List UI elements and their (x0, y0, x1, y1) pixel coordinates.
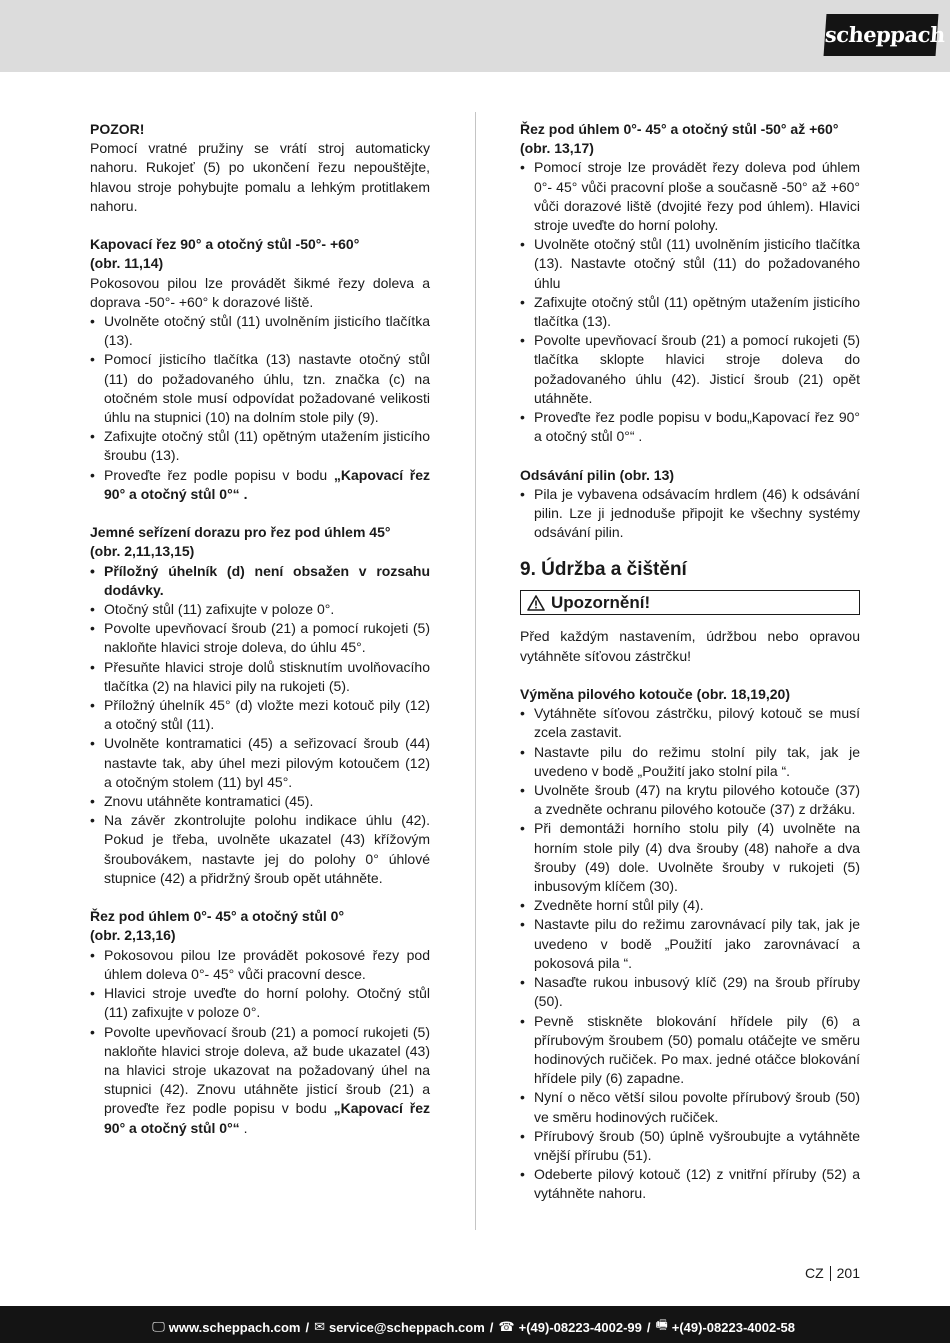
computer-icon: 🖵 (152, 1319, 165, 1334)
list-item: • Nasaďte rukou inbusový klíč (29) na šroub příruby (50). (520, 973, 860, 1011)
bullet-list (90, 946, 430, 1138)
section-heading: Jemné seřízení dorazu pro řez pod úhlem 45° (90, 524, 391, 541)
warning-box (520, 590, 860, 615)
warning-triangle-icon (527, 595, 545, 611)
bullet-list (520, 158, 860, 446)
list-item: • Zafixujte otočný stůl (11) opětným utažením jisticího tlačítka (13). (520, 293, 860, 331)
email-link[interactable]: service@scheppach.com (329, 1319, 485, 1335)
list-item: • Pomocí stroje lze provádět řezy doleva pod úhlem 0°- 45° vůči pracovní ploše a současně -50° až +60° vůči dorazové liště (dvojité řezy pod úhlem). Hlavici stroje uveďte do horní polohy. (520, 158, 860, 235)
section-intro: Pokosovou pilou lze provádět šikmé řezy doleva a doprava -50°- +60° k dorazové liště. (90, 274, 430, 310)
list-item: • Proveďte řez podle popisu v bodu„Kapovací řez 90° a otočný stůl 0°“ . (520, 408, 860, 446)
footer-separator: / (489, 1319, 494, 1335)
bullet-list (520, 485, 860, 543)
list-item: • Pomocí jisticího tlačítka (13) nastavte otočný stůl (11) do požadovaného úhlu, tzn. značka (c) na otočném stole musí odpovídat požadované velikosti úhlu na stupnici (10) na dolním stole pily (9). (90, 350, 430, 427)
section-heading: Odsávání pilin (obr. 13) (520, 466, 675, 483)
list-item: • Uvolněte otočný stůl (11) uvolněním jisticího tlačítka (13). Nastavte otočný stůl (11) do požadovaného úhlu (520, 235, 860, 293)
list-item-reference: „Kapovací řez 90° a otočný stůl 0°“ (104, 1100, 430, 1136)
list-item: • Příložný úhelník 45° (d) vložte mezi kotouč pily (12) a otočný stůl (11). (90, 696, 430, 734)
footer-contacts (152, 1316, 795, 1338)
section-heading: Výměna pilového kotouče (obr. 18,19,20) (520, 686, 790, 703)
footer-separator: / (646, 1319, 651, 1335)
list-item: • Nastavte pilu do režimu stolní pily tak, jak je uvedeno v bodě „Použití jako stolní pila “. (520, 743, 860, 781)
section-subheading: (obr. 2,13,16) (90, 927, 176, 944)
list-item: • Přesuňte hlavici stroje dolů stisknutím uvolňovacího tlačítka (2) na hlavici pily na rukojeti (5). (90, 658, 430, 696)
fax-icon: 🖷 (655, 1317, 668, 1332)
mail-icon: ✉ (314, 1319, 326, 1334)
list-item: • Uvolněte otočný stůl (11) uvolněním jisticího tlačítka (13). (90, 312, 430, 350)
page-language: CZ (804, 1265, 824, 1281)
header-band (0, 0, 950, 72)
section-subheading: (obr. 11,14) (90, 255, 164, 272)
footer-bar (0, 1306, 950, 1343)
list-item: • Nastavte pilu do režimu zarovnávací pily tak, jak je uvedeno v bodě „Použití jako zarovnávací a pokosová pila “. (520, 915, 860, 973)
section-subheading: (obr. 2,11,13,15) (90, 543, 195, 560)
list-item: • Uvolněte kontramatici (45) a seřizovací šroub (44) nastavte tak, aby úhel mezi pilovým kotoučem (12) a otočným stolem (11) byl 45°. (90, 734, 430, 792)
page-number-value: 201 (836, 1265, 860, 1281)
section-subheading: (obr. 13,17) (520, 140, 594, 157)
phone-icon: ☎ (498, 1319, 515, 1334)
phone-number: +(49)-08223-4002-99 (518, 1319, 642, 1335)
list-item: • Vytáhněte síťovou zástrčku, pilový kotouč se musí zcela zastavit. (520, 704, 860, 742)
list-item: • Při demontáži horního stolu pily (4) uvolněte na horním stole pily (4) dva šrouby (48) nahoře a dva šrouby (49) dole. Uvolněte šrouby v rukojeti (5) inbusovým klíčem (30). (520, 819, 860, 896)
section-heading: Řez pod úhlem 0°- 45° a otočný stůl 0° (90, 908, 345, 925)
warning-label: Upozornění! (551, 593, 651, 613)
list-item-reference: „Kapovací řez 90° a otočný stůl 0°“ . (104, 466, 431, 502)
list-item: • Pevně stiskněte blokování hřídele pily (6) a přírubovým šroubem (50) pomalu otáčejte ve směru hodinových ručiček. Po max. jedné otáčce blokování hřídele pily (6) zapadne. (520, 1012, 860, 1089)
chapter-title: 9. Údržba a čištění (520, 559, 687, 581)
list-item: • Znovu utáhněte kontramatici (45). (90, 792, 430, 811)
footer-separator: / (305, 1319, 310, 1335)
pozor-text: Pomocí vratné pružiny se vrátí stroj automaticky nahoru. Rukojeť (5) po ukončení řezu nepouštějte, hlavou stroje pohybujte pomalu a lehkým protitlakem nahoru. (90, 140, 430, 214)
list-item: • Hlavici stroje uveďte do horní polohy. Otočný stůl (11) zafixujte v poloze 0°. (90, 984, 430, 1022)
section-heading: Kapovací řez 90° a otočný stůl -50°- +60° (90, 236, 360, 253)
bullet-list (520, 704, 860, 1203)
list-item (90, 466, 430, 504)
bullet-list (90, 312, 430, 504)
website-link[interactable]: www.scheppach.com (168, 1319, 301, 1335)
list-item-text: Povolte upevňovací šroub (21) a pomocí rukojeti (5) nakloňte hlavici stroje doleva, až bude ukazatel (43) na hlavici stroje ukazovat na požadovaný úhel na stupnici (42). Znovu utáhněte jisticí šroub (21) a proveďte řez podle popisu v bodu (104, 1023, 430, 1117)
list-item: • Zafixujte otočný stůl (11) opětným utažením jisticího šroubu (13). (90, 427, 430, 465)
list-item: • Povolte upevňovací šroub (21) a pomocí rukojeti (5) tlačítka sklopte hlavici stroje doleva do požadovaného úhlu (42). Jisticí šroub (21) opět utáhněte. (520, 331, 860, 408)
list-item: • Pila je vybavena odsávacím hrdlem (46) k odsávání pilin. Lze ji jednoduše připojit ke všechny systémy odsávání pilin. (520, 485, 860, 543)
column-divider (475, 112, 476, 1230)
left-column (90, 120, 430, 1138)
page-number (805, 1265, 860, 1281)
list-item (90, 1023, 430, 1138)
warning-text: Před každým nastavením, údržbou nebo opravou vytáhněte síťovou zástrčku! (520, 628, 860, 664)
scheppach-logo: scheppach (824, 14, 939, 56)
list-item-suffix: . (239, 1119, 248, 1136)
section-heading: Řez pod úhlem 0°- 45° a otočný stůl -50° až +60° (520, 121, 839, 137)
list-item: • Zvedněte horní stůl pily (4). (520, 896, 860, 915)
list-item: • Na závěr zkontrolujte polohu indikace úhlu (42). Pokud je třeba, uvolněte ukazatel (43) křížovým šroubovákem, nastavte jej do polohy 0° úhlové stupnice (42) a přidržný šroub opět utáhněte. (90, 811, 430, 888)
list-item: • Přírubový šroub (50) úplně vyšroubujte a vytáhněte vnější přírubu (51). (520, 1127, 860, 1165)
list-item: • Nyní o něco větší silou povolte přírubový šroub (50) ve směru hodinových ručiček. (520, 1088, 860, 1126)
pozor-heading: POZOR! (90, 121, 145, 137)
list-item: • Odeberte pilový kotouč (12) z vnitřní příruby (52) a vytáhněte nahoru. (520, 1165, 860, 1203)
bullet-list (90, 562, 430, 888)
list-item-note: • Příložný úhelník (d) není obsažen v rozsahu dodávky. (90, 562, 430, 600)
list-item: • Pokosovou pilou lze provádět pokosové řezy pod úhlem doleva 0°- 45° vůči pracovní desce. (90, 946, 430, 984)
fax-number: +(49)-08223-4002-58 (671, 1319, 795, 1335)
list-item: • Povolte upevňovací šroub (21) a pomocí rukojeti (5) nakloňte hlavici stroje doleva, do úhlu 45°. (90, 619, 430, 657)
list-item: • Uvolněte šroub (47) na krytu pilového kotouče (37) a zvedněte ochranu pilového kotouče (37) z držáku. (520, 781, 860, 819)
list-item: • Otočný stůl (11) zafixujte v poloze 0°. (90, 600, 430, 619)
list-item-text: Proveďte řez podle popisu v bodu (104, 466, 334, 483)
right-column (520, 120, 860, 1204)
